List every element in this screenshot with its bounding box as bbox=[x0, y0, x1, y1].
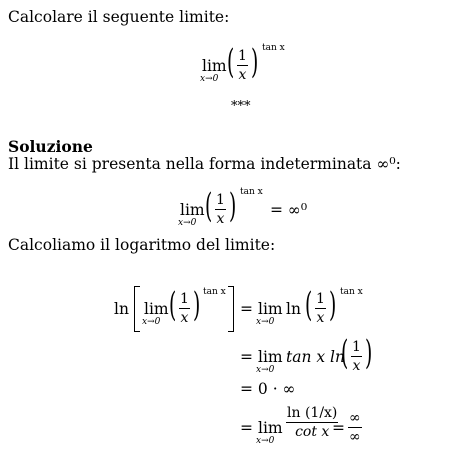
exponent: tan x bbox=[240, 187, 263, 197]
intro-text: Calcolare il seguente limite: bbox=[8, 8, 230, 26]
equation-rhs: = ∞⁰ bbox=[270, 201, 308, 219]
indeterminate-equation bbox=[174, 184, 324, 230]
lim-label: lim bbox=[180, 201, 205, 219]
left-paren: ( bbox=[340, 333, 349, 373]
sentence-logarithm: Calcoliamo il logaritmo del limite: bbox=[8, 236, 276, 254]
fraction: $\frac{1}{x}$ bbox=[180, 291, 189, 326]
ln-over-cot-fraction: $\frac{\ln (1/x)}{\text{cot x}}$ bbox=[287, 405, 338, 440]
right-paren: ) bbox=[192, 285, 201, 325]
right-bracket bbox=[228, 286, 234, 332]
fraction: $\frac{1}{x}$ bbox=[352, 339, 361, 374]
fraction: $\frac{1}{x}$ bbox=[238, 48, 247, 83]
right-paren: ) bbox=[364, 333, 373, 373]
lim-label: lim bbox=[258, 348, 283, 366]
equals-sign: = bbox=[240, 419, 253, 437]
left-paren: ( bbox=[226, 42, 235, 82]
limit-subscript: x→0 bbox=[256, 436, 275, 446]
limit-expression bbox=[196, 42, 296, 86]
exponent: tan x bbox=[262, 43, 285, 53]
right-paren: ) bbox=[328, 285, 337, 325]
limit-subscript: x→0 bbox=[256, 317, 275, 327]
right-paren: ) bbox=[228, 186, 237, 226]
logarithm-derivation bbox=[112, 278, 372, 448]
right-paren: ) bbox=[250, 42, 259, 82]
lim-label: lim bbox=[144, 300, 169, 318]
separator: *** bbox=[231, 99, 251, 114]
ln-label: ln bbox=[114, 300, 129, 318]
lim-label: lim bbox=[258, 300, 283, 318]
limit-subscript: x→0 bbox=[142, 317, 161, 327]
left-bracket bbox=[134, 286, 140, 332]
limit-subscript: x→0 bbox=[178, 218, 197, 228]
left-paren: ( bbox=[168, 285, 177, 325]
zero-times-infinity: = 0 · ∞ bbox=[240, 380, 296, 398]
limit-subscript: x→0 bbox=[200, 74, 219, 84]
exponent: tan x bbox=[340, 287, 363, 297]
ln-label: ln bbox=[286, 300, 301, 318]
left-paren: ( bbox=[304, 285, 313, 325]
lim-label: lim bbox=[258, 419, 283, 437]
equals-sign: = bbox=[240, 348, 253, 366]
infinity-fraction: ∞ ∞ bbox=[349, 410, 361, 445]
fraction: $\frac{1}{x}$ bbox=[216, 192, 225, 227]
lim-label: lim bbox=[202, 57, 227, 75]
equals-sign: = bbox=[332, 419, 345, 437]
fraction: $\frac{1}{x}$ bbox=[316, 291, 325, 326]
tan-ln-term: tan x ln bbox=[286, 348, 345, 366]
exponent: tan x bbox=[203, 287, 226, 297]
left-paren: ( bbox=[204, 186, 213, 226]
limit-subscript: x→0 bbox=[256, 365, 275, 375]
solution-heading: Soluzione bbox=[8, 137, 93, 156]
equals-sign: = bbox=[240, 300, 253, 318]
sentence-indeterminate-form: Il limite si presenta nella forma indeterminata ∞⁰: bbox=[8, 155, 401, 173]
